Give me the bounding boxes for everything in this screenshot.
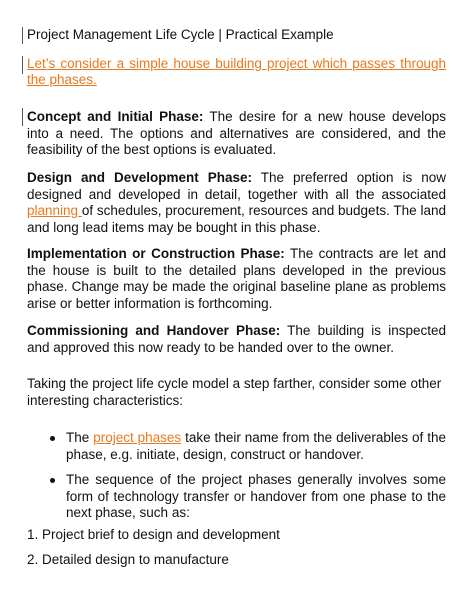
- phase-text: The preferred option is now designed and developed in detail, together with all the associated: [27, 170, 446, 202]
- bullet-dot: [50, 436, 55, 441]
- page-title: Project Management Life Cycle | Practical Example: [27, 27, 334, 42]
- phase-concept: [27, 109, 446, 159]
- phase-text: of schedules, procurement, resources and budgets. The land and long lead items may be bought in this phase.: [27, 203, 446, 235]
- phase-commissioning: [27, 323, 446, 356]
- phase-heading: Design and Development Phase:: [27, 170, 252, 185]
- bullet-item: The sequence of the project phases generally involves some form of technology transfer or handover from one phase to the next phase, such as:: [66, 472, 446, 520]
- phase-design: [27, 170, 446, 236]
- bullet-dot: [50, 478, 55, 483]
- phase-heading: Commissioning and Handover Phase:: [27, 323, 281, 338]
- title-margin-bar: [22, 27, 23, 44]
- numbered-item: 1. Project brief to design and development: [27, 527, 280, 542]
- lifecycle-intro: Taking the project life cycle model a step farther, consider some other interesting characteristics:: [27, 376, 442, 408]
- phase-heading: Implementation or Construction Phase:: [27, 246, 285, 261]
- planning-link[interactable]: planning: [27, 203, 82, 218]
- phase-margin-bar: [22, 108, 23, 126]
- bullet-text: take their name from the deliverables of the phase, e.g. initiate, design, construct or handover.: [66, 430, 447, 462]
- numbered-item: 2. Detailed design to manufacture: [27, 552, 229, 567]
- intro-margin-bar: [22, 56, 23, 74]
- bullet-item: [66, 430, 446, 463]
- bullet-text: The: [66, 430, 94, 445]
- intro-link[interactable]: Let’s consider a simple house building project which passes through the phases.: [27, 56, 446, 87]
- phase-text: The building is inspected and approved this now ready to be handed over to the owner.: [27, 323, 446, 355]
- phase-implementation: [27, 246, 446, 312]
- phase-text: The contracts are let and the house is built to the detailed plans developed in the previous phase. Change may be made the original baseline plane as problems arise or better information is forthcoming.: [27, 246, 446, 311]
- project-phases-link[interactable]: project phases: [93, 430, 182, 445]
- phase-heading: Concept and Initial Phase:: [27, 109, 204, 124]
- phase-text: The desire for a new house develops into a need. The options and alternatives are considered, and the feasibility of the best options is evaluated.: [27, 109, 446, 157]
